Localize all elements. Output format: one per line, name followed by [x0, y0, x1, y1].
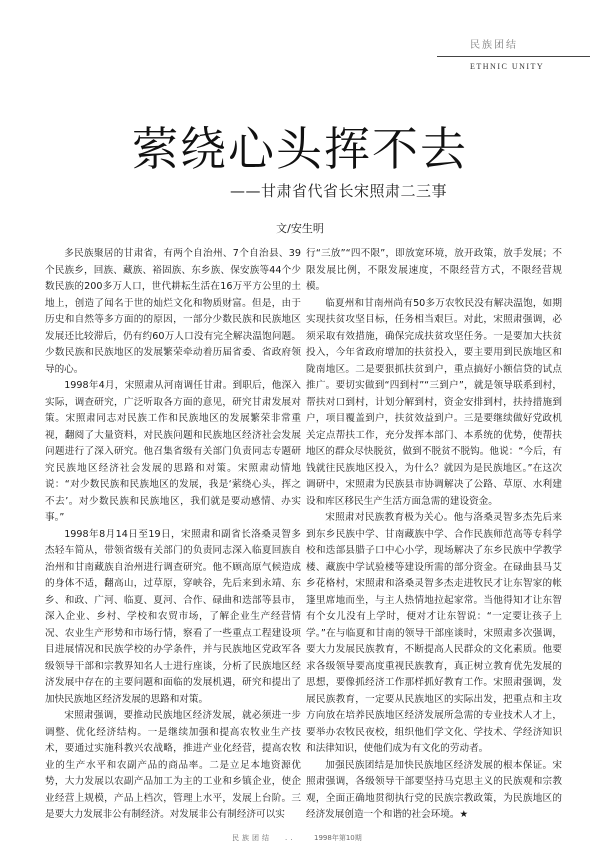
header-magazine-name: 民族团结	[470, 40, 518, 51]
paragraph: 临夏州和甘南州尚有50多万农牧民没有解决温饱，如期实现扶贫攻坚目标，任务相当艰巨。对此，宋照肃强调，必须采取有效措施，确保完成扶贫攻坚任务。一是要加大扶贫投入，今年省政府增加的扶贫投入，要主要用到民族地区和陇南地区。二是要狠抓扶贫到户，重点搞好小额信贷的试点推广。要切实做到“四到村”“三到户”，就是领导联系到村，帮扶对口到村，计划分解到村，资金安排到村，扶持措施到户，项目覆盖到户，扶贫效益到户。三是要继续做好党政机关定点帮扶工作，充分发挥本部门、本系统的优势，使帮扶地区的群众尽快脱贫，做到不脱贫不脱钩。他说：“今后，有钱就往民族地区投入，为什么？就因为是民族地区。”在这次调研中，宋照肃为民族县市协调解决了公路、草原、水利建设和库区移民生产生活方面急需的建设资金。	[306, 297, 562, 507]
article-title: 萦绕心头挥不去	[132, 122, 468, 176]
paragraph: 多民族聚居的甘肃省，有两个自治州、7个自治县、39个民族乡，回族、藏族、裕固族、东乡族、保安族等44个少数民族的200多万人口，世代耕耘生活在16万平方公里的土地上，创造了闻名于世的灿烂文化和物质财富。但是，由于历史和自然等多方面的的原因，一部分少数民族和民族地区发展还比较滞后，仍有约60万人口没有完全解决温饱问题。少数民族和民族地区的发展繁荣牵动着历届省委、省政府领导的心。	[45, 248, 301, 375]
paragraph: 宋照肃对民族教育极为关心。他与洛桑灵智多杰先后来到东乡民族中学、甘南藏族中学、合作民族师范高等专科学校和迭部县腊子口中心小学，现场解决了东乡民族中学教学楼、藏族中学试验楼等建设所需的部分资金。在碌曲县马艾乡花格村，宋照肃和洛桑灵智多杰走进牧民才让东智家的帐篷里席地而坐，与主人热情地拉起家常。当他得知才让东智有个女儿没有上学时，便对才让东智说：“一定要让孩子上学。”在与临夏和甘南的领导干部座谈时，宋照肃多次强调，要大力发展民族教育，不断提高人民群众的文化素质。他要求各级领导要高度重视民族教育，真正树立教育优先发展的思想，要像抓经济工作那样抓好教育工作。宋照肃强调，发展民族教育，一定要从民族地区的实际出发，把重点和主攻方向放在培养民族地区经济发展所急需的专业技术人才上，要举办农牧民夜校，组织他们学文化、学技术、学经济知识和法律知识，使他们成为有文化的劳动者。	[306, 512, 562, 754]
article-subtitle: ——甘肃省代省长宋照肃二三事	[230, 182, 448, 200]
paragraph: 1998年8月14日至19日，宋照肃和副省长洛桑灵智多杰轻车简从，带领省级有关部门的负责同志深入临夏回族自治州和甘南藏族自治州进行调查研究。他不顾高原气候造成的身体不适，翻高山，过草原，穿峡谷，先后来到永靖、东乡、和政、广河、临夏、夏河、合作、碌曲和迭部等县市，深入企业、乡村、学校和农贸市场，了解企业生产经营情况、农业生产形势和市场行情，察看了一些重点工程建设项目进展情况和民族学校的办学条件，并与民族地区党政军各级领导干部和宗教界知名人士进行座谈，分析了民族地区经济发展中存在的主要问题和面临的发展机遇，研究和提出了加快民族地区经济发展的思路和对策。	[45, 528, 301, 705]
footer-page-number: ..	[285, 834, 296, 842]
paragraph: 加强民族团结是加快民族地区经济发展的根本保证。宋照肃强调，各级领导干部要坚持马克思主义的民族观和宗教观，全面正确地贯彻执行党的民族宗教政策，为民族地区的经济发展创造一个和谐的社会环境。★	[306, 759, 562, 820]
paragraph: 1998年4月，宋照肃从河南调任甘肃。到职后，他深入实际，调查研究，广泛听取各方面的意见，研究甘肃发展对策。宋照肃同志对民族工作和民族地区的发展繁荣非常重视，翻阅了大量资料，对民族问题和民族地区经济社会发展问题进行了深入研究。他召集省级有关部门负责同志专题研究民族地区经济社会发展的思路和对策。宋照肃动情地说：“对少数民族和民族地区的发展，我是‘萦绕心头，挥之不去’。对少数民族和民族地区，我们就是要动感情、办实事。”	[45, 380, 301, 523]
paragraph: 宋照肃强调，要推动民族地区经济发展，就必须进一步调整、优化经济结构。一是继续加强和提高农牧业生产技术，要通过实施科教兴农战略，推进产业化经营，提高农牧业的生产水平和农副产品的商品率。二是立足本地资源优势，大力发展以农副产品加工为主的工业和乡镇企业，使企业经营上规模，产品上档次，管理上水平，发展上台阶。三是要大力发展非公有制经济。对发展非公有制经济可以实	[45, 710, 301, 820]
paragraph-continuation: 行“三放”“四不限”，即放宽环境，放开政策，放手发展；不限发展比例，不限发展速度，不限经营方式，不限经营规模。	[306, 248, 562, 292]
footer-issue: 1998年第10期	[314, 834, 362, 842]
footer-magazine: 民族团结	[232, 834, 272, 842]
article-author: 文/安生明	[276, 222, 324, 235]
header-magazine-english: ETHNIC UNITY	[470, 62, 545, 71]
right-column	[306, 246, 562, 824]
header-rule	[437, 56, 590, 57]
left-column	[45, 246, 301, 824]
